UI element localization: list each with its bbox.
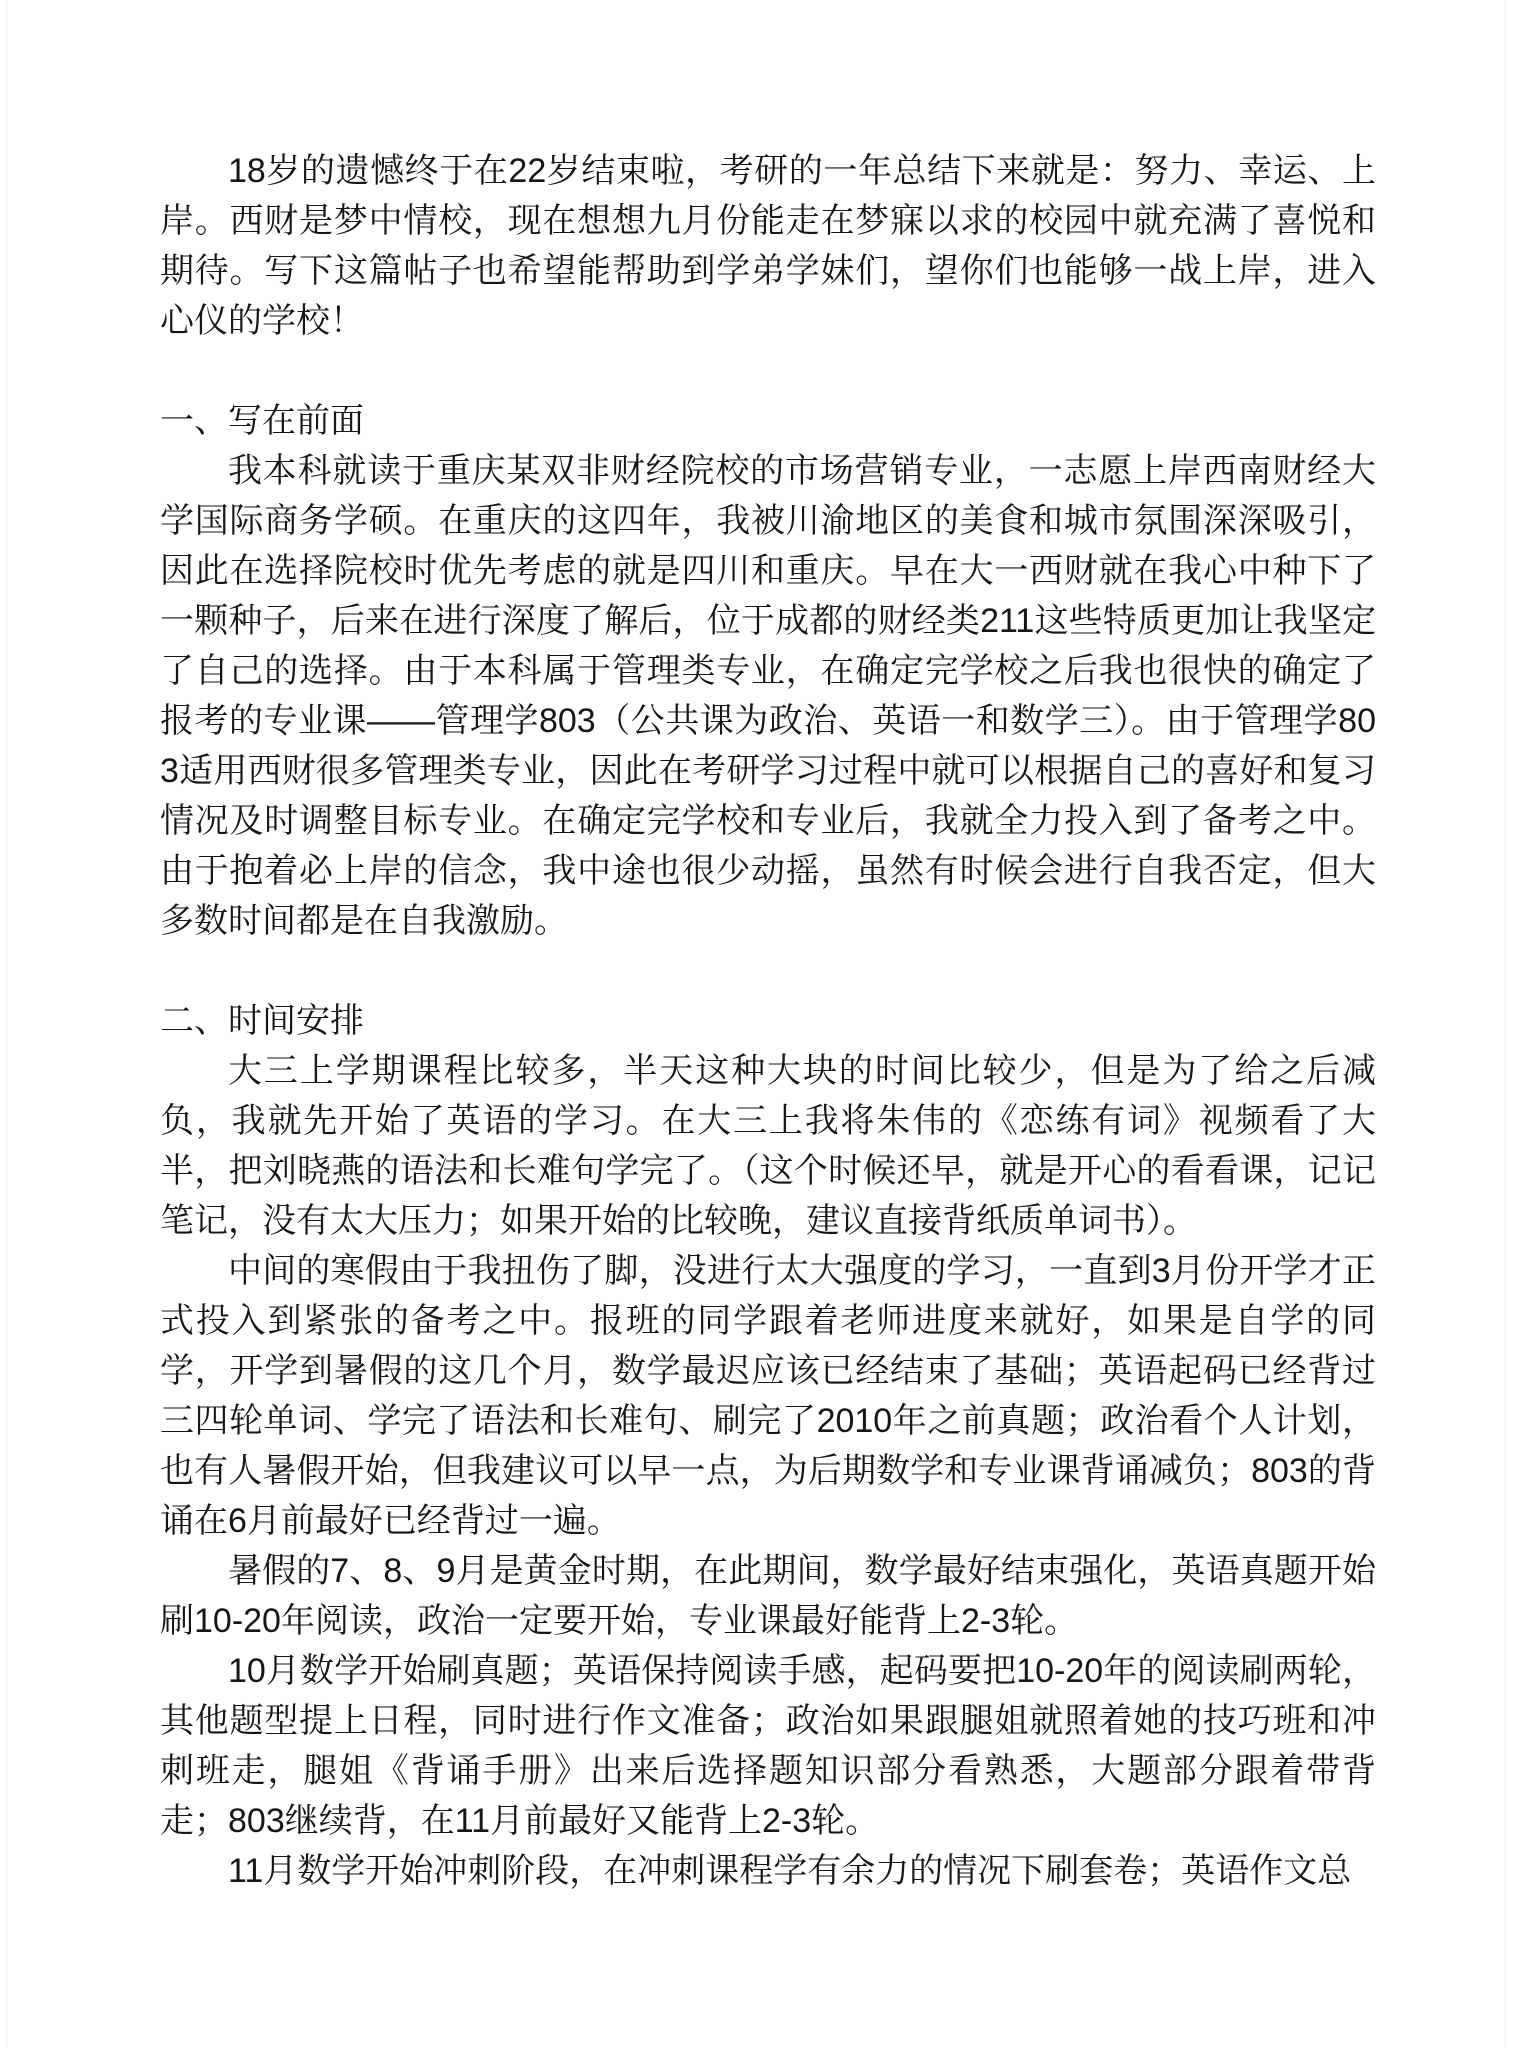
section-schedule-paragraph-2: 中间的寒假由于我扭伤了脚，没进行太大强度的学习，一直到3月份开学才正式投入到紧张的备考之中。报班的同学跟着老师进度来就好，如果是自学的同学，开学到暑假的这几个月，数学最迟应该已经结束了基础；英语起码已经背过三四轮单词、学完了语法和长难句、刷完了2010年之前真题；政治看个人计划，也有人暑假开始，但我建议可以早一点，为后期数学和专业课背诵减负；803的背诵在6月前最好已经背过一遍。 bbox=[160, 1252, 1376, 1540]
section-preface-paragraph-1: 我本科就读于重庆某双非财经院校的市场营销专业，一志愿上岸西南财经大学国际商务学硕。在重庆的这四年，我被川渝地区的美食和城市氛围深深吸引，因此在选择院校时优先考虑的就是四川和重庆。早在大一西财就在我心中种下了一颗种子，后来在进行深度了解后，位于成都的财经类211这些特质更加让我坚定了自己的选择。由于本科属于管理类专业，在确定完学校之后我也很快的确定了报考的专业课——管理学803（公共课为政治、英语一和数学三）。由于管理学803适用西财很多管理类专业，因此在考研学习过程中就可以根据自己的喜好和复习情况及时调整目标专业。在确定完学校和专业后，我就全力投入到了备考之中。由于抱着必上岸的信念，我中途也很少动摇，虽然有时候会进行自我否定，但大多数时间都是在自我激励。 bbox=[160, 452, 1376, 940]
section-schedule-paragraph-1: 大三上学期课程比较多，半天这种大块的时间比较少，但是为了给之后减负，我就先开始了英语的学习。在大三上我将朱伟的《恋练有词》视频看了大半，把刘晓燕的语法和长难句学完了。（这个时候还早，就是开心的看看课，记记笔记，没有太大压力；如果开始的比较晚，建议直接背纸质单词书）。 bbox=[160, 1052, 1376, 1240]
intro-paragraph: 18岁的遗憾终于在22岁结束啦，考研的一年总结下来就是：努力、幸运、上岸。西财是梦中情校，现在想想九月份能走在梦寐以求的校园中就充满了喜悦和期待。写下这篇帖子也希望能帮助到学弟学妹们，望你们也能够一战上岸，进入心仪的学校！ bbox=[160, 152, 1376, 340]
section-schedule-paragraph-3: 暑假的7、8、9月是黄金时期，在此期间，数学最好结束强化，英语真题开始刷10-20年阅读，政治一定要开始，专业课最好能背上2-3轮。 bbox=[160, 1552, 1376, 1640]
section-schedule-paragraph-4: 10月数学开始刷真题；英语保持阅读手感，起码要把10-20年的阅读刷两轮，其他题型提上日程，同时进行作文准备；政治如果跟腿姐就照着她的技巧班和冲刺班走，腿姐《背诵手册》出来后选择题知识部分看熟悉，大题部分跟着带背走；803继续背，在11月前最好又能背上2-3轮。 bbox=[160, 1652, 1376, 1840]
section-schedule-heading: 二、时间安排 bbox=[160, 1002, 364, 1040]
section-schedule bbox=[160, 996, 1376, 1896]
section-preface bbox=[160, 396, 1376, 946]
section-schedule-paragraph-5: 11月数学开始冲刺阶段，在冲刺课程学有余力的情况下刷套卷；英语作文总 bbox=[228, 1852, 1352, 1890]
page-edge-line-right bbox=[1504, 0, 1506, 2048]
page-edge-line-left bbox=[6, 0, 8, 2048]
section-preface-heading: 一、写在前面 bbox=[160, 402, 364, 440]
